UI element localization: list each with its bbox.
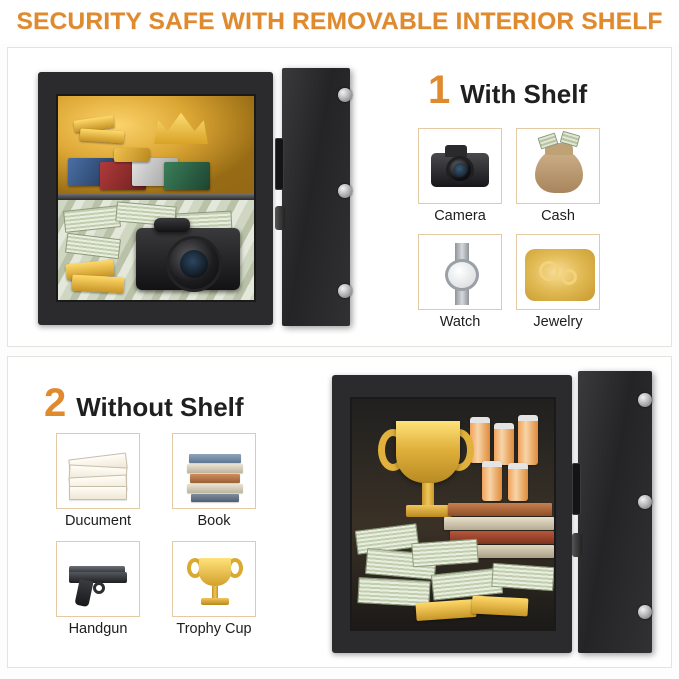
feature-grid-without-shelf (56, 433, 256, 637)
section-title: Without Shelf (76, 392, 244, 422)
feature-label: Book (197, 513, 231, 529)
safe-image-without-shelf (326, 367, 666, 657)
door-bolt (638, 605, 652, 619)
feature-label: Handgun (68, 621, 128, 637)
door-bolt (338, 184, 352, 198)
section-heading-2 (44, 383, 244, 423)
door-bolt (638, 495, 652, 509)
feature-card-camera[interactable] (418, 128, 502, 224)
feature-label: Trophy Cup (176, 621, 252, 637)
safe-image-with-shelf (30, 66, 365, 331)
feature-label: Camera (434, 208, 486, 224)
page-title: SECURITY SAFE WITH REMOVABLE INTERIOR SHELF (16, 8, 663, 35)
documents-icon (56, 433, 140, 509)
feature-card-jewelry[interactable] (516, 234, 600, 330)
safe-interior (350, 397, 556, 631)
section-without-shelf (7, 356, 672, 668)
safe-interior (56, 94, 256, 302)
wristwatch-icon (418, 234, 502, 310)
feature-card-book[interactable] (172, 433, 256, 529)
feature-label: Watch (439, 314, 481, 330)
door-handle[interactable] (572, 533, 582, 557)
feature-label: Jewelry (533, 314, 583, 330)
door-bolt (638, 393, 652, 407)
feature-grid-with-shelf (418, 128, 600, 330)
feature-card-watch[interactable] (418, 234, 502, 330)
feature-card-trophy[interactable] (172, 541, 256, 637)
door-bolt (338, 88, 352, 102)
feature-card-cash[interactable] (516, 128, 600, 224)
door-keypad[interactable] (572, 463, 581, 515)
feature-label: Cash (541, 208, 575, 224)
feature-card-document[interactable] (56, 433, 140, 529)
section-number: 2 (44, 381, 67, 425)
door-bolt (338, 284, 352, 298)
section-heading-1 (428, 70, 587, 110)
door-keypad[interactable] (275, 138, 284, 190)
jewelry-icon (516, 234, 600, 310)
feature-label: Ducument (64, 513, 132, 529)
feature-card-handgun[interactable] (56, 541, 140, 637)
camera-icon (418, 128, 502, 204)
section-number: 1 (428, 68, 451, 112)
section-title: With Shelf (460, 79, 588, 109)
title-bar (0, 0, 679, 44)
handgun-icon (56, 541, 140, 617)
books-icon (172, 433, 256, 509)
section-with-shelf (7, 47, 672, 347)
trophy-cup-icon (172, 541, 256, 617)
money-sack-icon (516, 128, 600, 204)
door-handle[interactable] (275, 206, 285, 230)
